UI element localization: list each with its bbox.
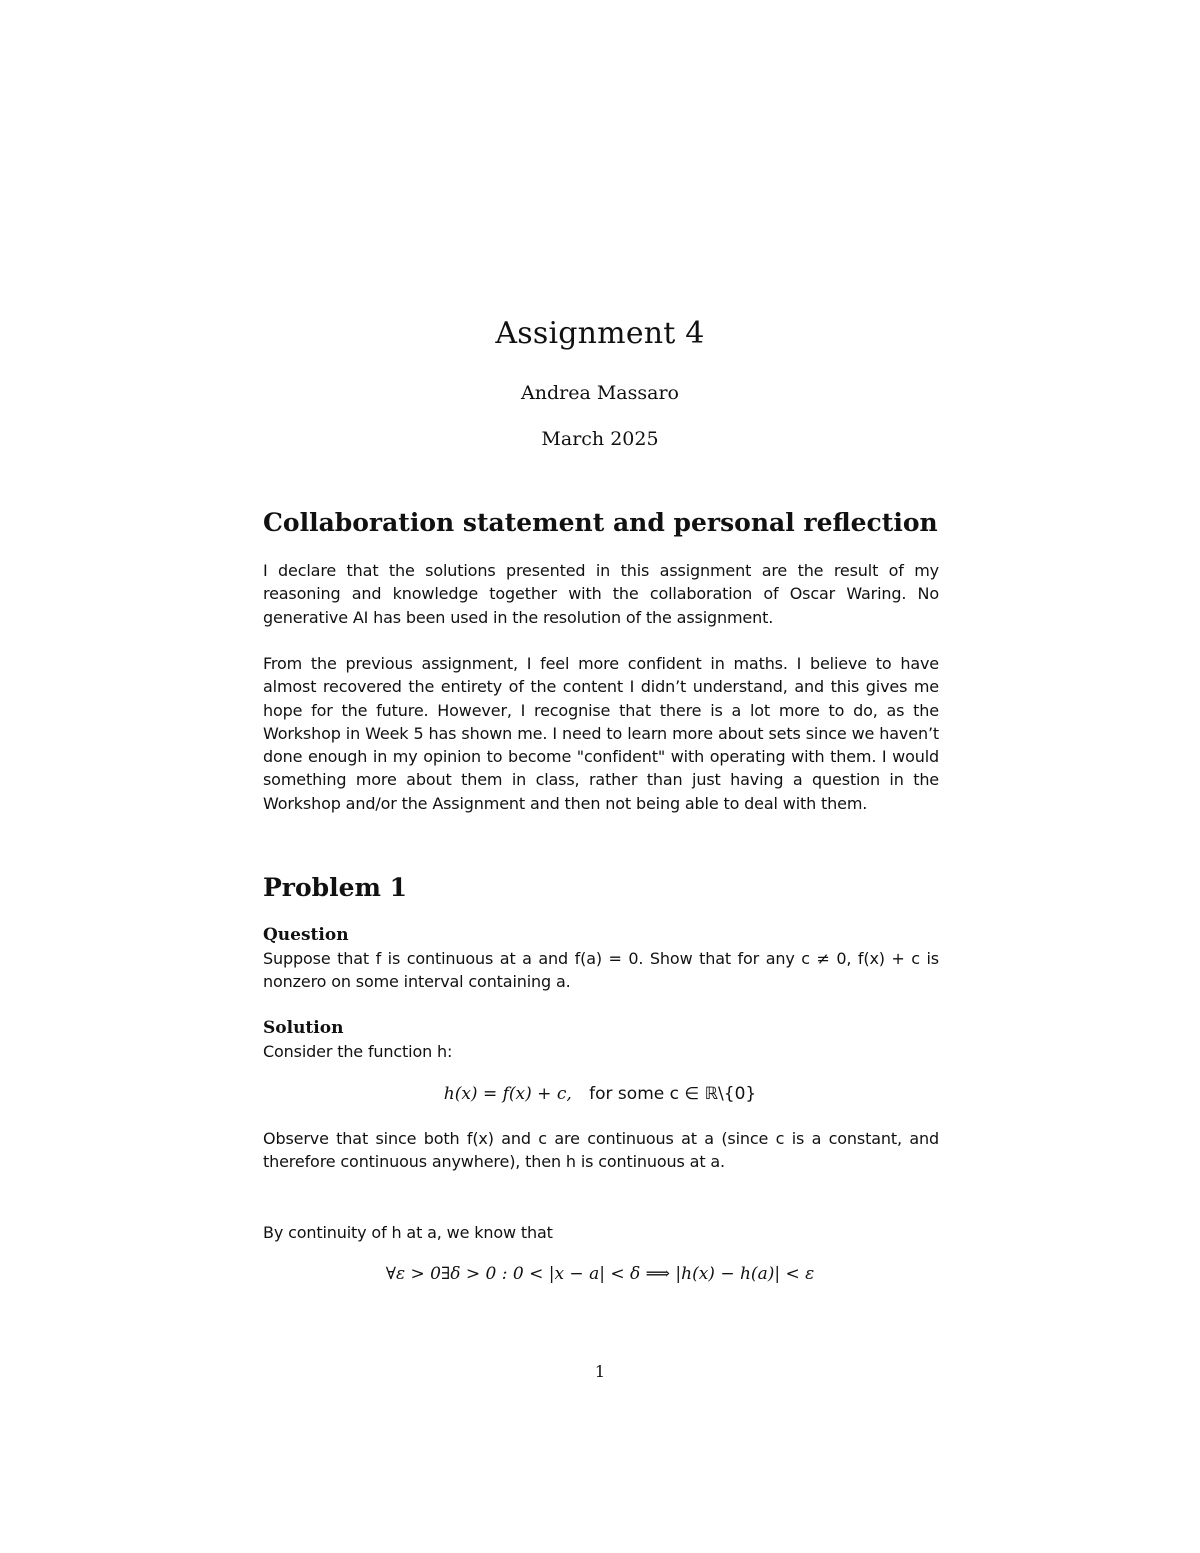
observation-text: Observe that since both f(x) and c are continuous at a (since c is a constant, and therefore continuous anywhere), then h is continuous at a. (263, 1129, 939, 1172)
collaboration-paragraph-2 (263, 652, 939, 815)
section-heading-collaboration: Collaboration statement and personal reflection (263, 508, 938, 537)
section-heading-problem-1: Problem 1 (263, 873, 408, 902)
equation-epsilon-delta (0, 1264, 1200, 1284)
question-block (263, 924, 939, 994)
document-author: Andrea Massaro (521, 382, 679, 404)
epsilon-delta-formula: ∀ε > 0∃δ > 0 : 0 < |x − a| < δ ⟹ |h(x) − h(a)| < ε (385, 1264, 815, 1284)
question-label: Question (263, 925, 349, 945)
document-date: March 2025 (541, 428, 659, 450)
continuity-intro-text: By continuity of h at a, we know that (263, 1223, 553, 1242)
reflection-text: From the previous assignment, I feel more confident in maths. I believe to have almost recovered the entirety of the content I didn’t understand, and this gives me hope for the future. However, I recognise that there is a lot more to do, as the Workshop in Week 5 has shown me. I need to learn more about sets since we haven’t done enough in my opinion to become "confident" with operating with them. I would something more about them in class, rather than just having a question in the Workshop and/or the Assignment and then not being able to deal with them. (263, 654, 939, 813)
solution-intro: Consider the function h: (263, 1042, 453, 1061)
problem-1-section (263, 873, 939, 903)
page-number: 1 (594, 1362, 606, 1381)
collaboration-text-1: I declare that the solutions presented in this assignment are the result of my reasoning and knowledge together with the collaboration of Oscar Waring. No generative AI has been used in the resolution of the assignment. (263, 561, 939, 627)
observation-block (263, 1127, 939, 1174)
question-text: Suppose that f is continuous at a and f(a) = 0. Show that for any c ≠ 0, f(x) + c is nonzero on some interval containing a. (263, 949, 939, 992)
equation-h-definition (0, 1084, 1200, 1104)
solution-label: Solution (263, 1018, 344, 1038)
equation-h-condition: for some c ∈ ℝ\{0} (589, 1084, 757, 1104)
equation-h-formula: h(x) = f(x) + c, (443, 1084, 572, 1104)
collaboration-paragraph-1 (263, 559, 939, 629)
document-title: Assignment 4 (495, 316, 705, 351)
continuity-intro-block (263, 1221, 939, 1244)
collaboration-section (263, 508, 939, 538)
solution-block (263, 1017, 939, 1063)
